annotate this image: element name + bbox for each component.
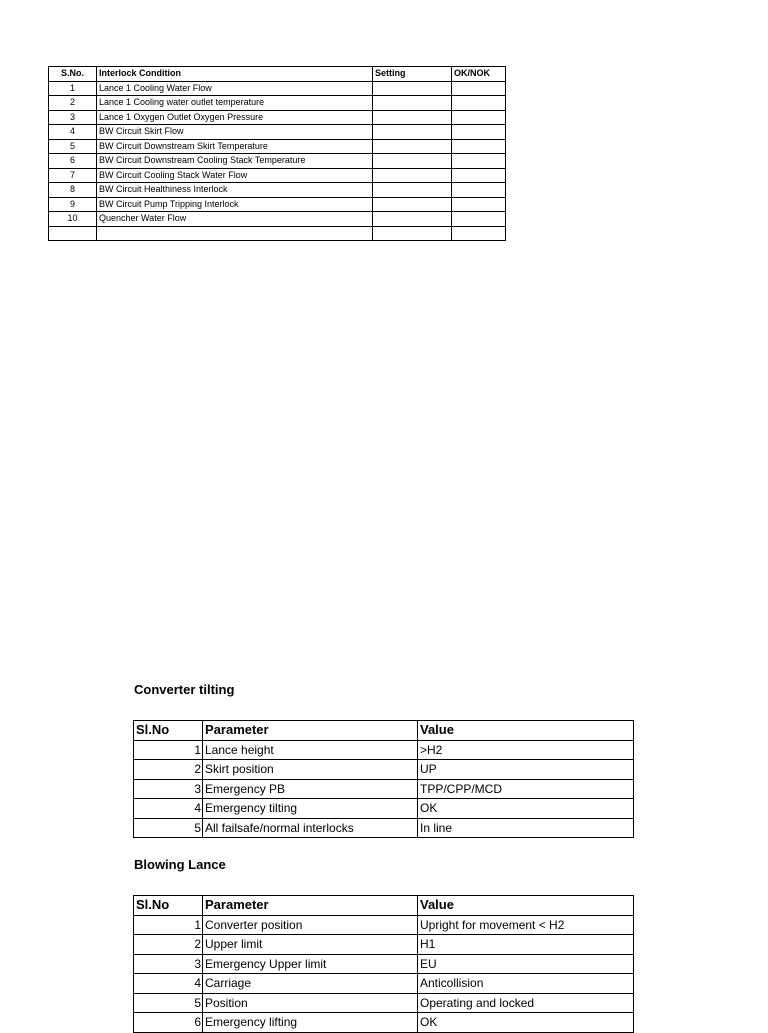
table-row xyxy=(134,740,634,760)
cell-parameter: Lance height xyxy=(203,740,418,760)
cell-sno: 5 xyxy=(49,139,97,154)
cell-setting xyxy=(373,125,452,140)
table-header-row xyxy=(134,721,634,741)
cell-condition: Lance 1 Cooling Water Flow xyxy=(97,81,373,96)
cell-status xyxy=(452,96,506,111)
cell-slno: 1 xyxy=(134,915,203,935)
cell-value: Upright for movement < H2 xyxy=(418,915,634,935)
column-header-value: Value xyxy=(418,721,634,741)
cell-parameter: Emergency lifting xyxy=(203,1013,418,1033)
cell-value: OK xyxy=(418,799,634,819)
column-header-slno: Sl.No xyxy=(134,721,203,741)
table-row xyxy=(49,226,506,241)
interlock-table xyxy=(48,66,506,241)
cell-setting xyxy=(373,110,452,125)
cell-setting xyxy=(373,212,452,227)
converter-tilting-table xyxy=(133,720,634,838)
cell-condition: BW Circuit Healthiness Interlock xyxy=(97,183,373,198)
cell-parameter: Position xyxy=(203,993,418,1013)
cell-setting xyxy=(373,154,452,169)
cell-sno: 8 xyxy=(49,183,97,198)
table-row xyxy=(49,168,506,183)
cell-setting xyxy=(373,139,452,154)
cell-value: EU xyxy=(418,954,634,974)
table-row xyxy=(49,81,506,96)
cell-status xyxy=(452,226,506,241)
cell-value: Operating and locked xyxy=(418,993,634,1013)
cell-parameter: Converter position xyxy=(203,915,418,935)
cell-condition: Lance 1 Cooling water outlet temperature xyxy=(97,96,373,111)
table-header-row xyxy=(134,896,634,916)
table-header-row xyxy=(49,67,506,82)
cell-parameter: Emergency tilting xyxy=(203,799,418,819)
cell-slno: 3 xyxy=(134,779,203,799)
cell-parameter: All failsafe/normal interlocks xyxy=(203,818,418,838)
cell-status xyxy=(452,168,506,183)
table-row xyxy=(134,993,634,1013)
cell-sno: 7 xyxy=(49,168,97,183)
cell-slno: 5 xyxy=(134,818,203,838)
column-header-condition: Interlock Condition xyxy=(97,67,373,82)
cell-status xyxy=(452,197,506,212)
cell-setting xyxy=(373,96,452,111)
cell-status xyxy=(452,139,506,154)
cell-sno: 4 xyxy=(49,125,97,140)
cell-slno: 5 xyxy=(134,993,203,1013)
table-row xyxy=(134,935,634,955)
cell-slno: 4 xyxy=(134,974,203,994)
cell-sno: 3 xyxy=(49,110,97,125)
table-row xyxy=(134,974,634,994)
cell-setting xyxy=(373,168,452,183)
section-title-converter-tilting: Converter tilting xyxy=(134,682,235,697)
column-header-value: Value xyxy=(418,896,634,916)
table-row xyxy=(49,183,506,198)
table-row xyxy=(49,96,506,111)
table-row xyxy=(134,954,634,974)
cell-slno: 2 xyxy=(134,760,203,780)
cell-setting xyxy=(373,183,452,198)
table-row xyxy=(49,154,506,169)
cell-status xyxy=(452,81,506,96)
cell-value: In line xyxy=(418,818,634,838)
cell-setting xyxy=(373,81,452,96)
cell-condition: BW Circuit Pump Tripping Interlock xyxy=(97,197,373,212)
table-row xyxy=(134,1013,634,1033)
cell-setting xyxy=(373,226,452,241)
cell-status xyxy=(452,183,506,198)
table-row xyxy=(134,818,634,838)
column-header-slno: Sl.No xyxy=(134,896,203,916)
cell-value: H1 xyxy=(418,935,634,955)
column-header-status: OK/NOK xyxy=(452,67,506,82)
cell-status xyxy=(452,110,506,125)
table-row xyxy=(134,779,634,799)
cell-parameter: Emergency Upper limit xyxy=(203,954,418,974)
cell-condition xyxy=(97,226,373,241)
cell-sno: 9 xyxy=(49,197,97,212)
cell-value: UP xyxy=(418,760,634,780)
cell-condition: BW Circuit Downstream Skirt Temperature xyxy=(97,139,373,154)
cell-value: TPP/CPP/MCD xyxy=(418,779,634,799)
cell-parameter: Emergency PB xyxy=(203,779,418,799)
cell-slno: 6 xyxy=(134,1013,203,1033)
cell-condition: Lance 1 Oxygen Outlet Oxygen Pressure xyxy=(97,110,373,125)
cell-parameter: Skirt position xyxy=(203,760,418,780)
cell-sno: 1 xyxy=(49,81,97,96)
cell-parameter: Upper limit xyxy=(203,935,418,955)
cell-slno: 2 xyxy=(134,935,203,955)
cell-value: >H2 xyxy=(418,740,634,760)
cell-value: OK xyxy=(418,1013,634,1033)
cell-status xyxy=(452,154,506,169)
table-row xyxy=(49,212,506,227)
cell-slno: 3 xyxy=(134,954,203,974)
cell-sno xyxy=(49,226,97,241)
column-header-sno: S.No. xyxy=(49,67,97,82)
cell-condition: BW Circuit Downstream Cooling Stack Temperature xyxy=(97,154,373,169)
cell-slno: 4 xyxy=(134,799,203,819)
table-row xyxy=(49,110,506,125)
cell-parameter: Carriage xyxy=(203,974,418,994)
column-header-parameter: Parameter xyxy=(203,896,418,916)
cell-sno: 10 xyxy=(49,212,97,227)
table-row xyxy=(134,915,634,935)
column-header-setting: Setting xyxy=(373,67,452,82)
cell-sno: 6 xyxy=(49,154,97,169)
cell-sno: 2 xyxy=(49,96,97,111)
table-row xyxy=(134,760,634,780)
cell-slno: 1 xyxy=(134,740,203,760)
column-header-parameter: Parameter xyxy=(203,721,418,741)
cell-value: Anticollision xyxy=(418,974,634,994)
cell-condition: Quencher Water Flow xyxy=(97,212,373,227)
cell-condition: BW Circuit Cooling Stack Water Flow xyxy=(97,168,373,183)
section-title-blowing-lance: Blowing Lance xyxy=(134,857,226,872)
cell-status xyxy=(452,125,506,140)
cell-condition: BW Circuit Skirt Flow xyxy=(97,125,373,140)
cell-status xyxy=(452,212,506,227)
table-row xyxy=(49,139,506,154)
blowing-lance-table xyxy=(133,895,634,1033)
table-row xyxy=(49,125,506,140)
cell-setting xyxy=(373,197,452,212)
table-row xyxy=(49,197,506,212)
table-row xyxy=(134,799,634,819)
